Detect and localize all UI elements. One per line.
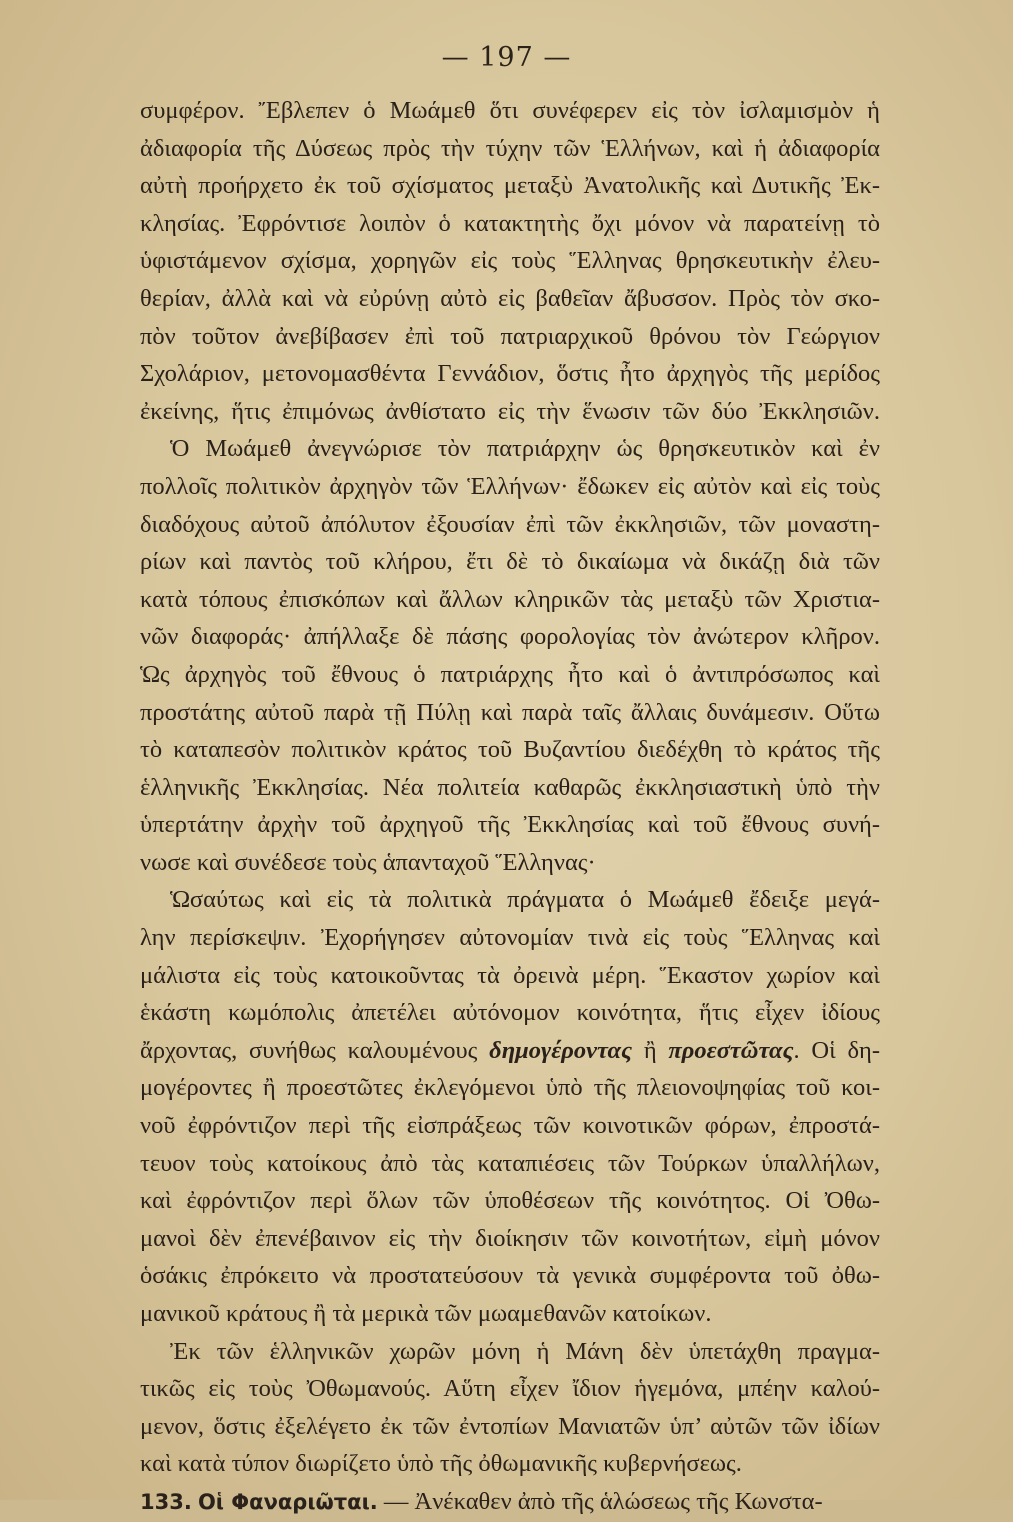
text-fragment: . Οἱ δη- [793, 1036, 881, 1064]
text-line: πὸν τοῦτον ἀνεβίβασεν ἐπὶ τοῦ πατριαρχικοῦ θρόνου τὸν Γεώργιον [140, 322, 880, 350]
text-line: ὁσάκις ἐπρόκειτο νὰ προστατεύσουν τὰ γενικὰ συμφέροντα τοῦ ὀθω- [140, 1262, 880, 1290]
text-line: ἑλληνικῆς Ἐκκλησίας. Νέα πολιτεία καθαρῶς ἐκκλησιαστικὴ ὑπὸ τὴν [140, 773, 880, 801]
text-line: λην περίσκεψιν. Ἐχορήγησεν αὐτονομίαν τινὰ εἰς τοὺς Ἕλληνας καὶ [140, 924, 880, 952]
text-line: ἀδιαφορία τῆς Δύσεως πρὸς τὴν τύχην τῶν Ἑλλήνων, καὶ ἡ ἀδιαφορία [140, 134, 880, 162]
text-line: ἐκείνης, ἥτις ἐπιμόνως ἀνθίστατο εἰς τὴν ἕνωσιν τῶν δύο Ἐκκλησιῶν. [140, 397, 880, 425]
text-line: Σχολάριον, μετονομασθέντα Γεννάδιον, ὅστις ἦτο ἀρχηγὸς τῆς μερίδος [140, 360, 880, 388]
text-line: θερίαν, ἀλλὰ καὶ νὰ εὐρύνῃ αὐτὸ εἰς βαθεῖαν ἄβυσσον. Πρὸς τὸν σκο- [140, 284, 880, 312]
text-fragment: ἄρχοντας, συνήθως καλουμένους [140, 1036, 490, 1064]
text-line: κλησίας. Ἐφρόντισε λοιπὸν ὁ κατακτητὴς ὄχι μόνον νὰ παρατείνῃ τὸ [140, 209, 880, 237]
text-line: πολλοῖς πολιτικὸν ἀρχηγὸν τῶν Ἑλλήνων· ἔδωκεν εἰς αὐτὸν καὶ εἰς τοὺς [140, 472, 880, 500]
text-line: τευον τοὺς κατοίκους ἀπὸ τὰς καταπιέσεις τῶν Τούρκων ὑπαλλήλων, [140, 1149, 880, 1177]
text-line: μογέροντες ἢ προεστῶτες ἐκλεγόμενοι ὑπὸ τῆς πλειονοψηφίας τοῦ κοι- [140, 1074, 880, 1102]
text-line: Ἐκ τῶν ἑλληνικῶν χωρῶν μόνη ἡ Μάνη δὲν ὑπετάχθη πραγμα- [170, 1337, 880, 1365]
text-line: ὑφιστάμενον σχίσμα, χορηγῶν εἰς τοὺς Ἕλληνας θρησκευτικὴν ἐλευ- [140, 247, 880, 275]
text-line: νωσε καὶ συνέδεσε τοὺς ἁπανταχοῦ Ἕλληνας· [140, 848, 596, 876]
text-line: καὶ κατὰ τύπον διωρίζετο ὑπὸ τῆς ὀθωμανικῆς κυβερνήσεως. [140, 1450, 742, 1478]
text-line: Ὡσαύτως καὶ εἰς τὰ πολιτικὰ πράγματα ὁ Μωάμεθ ἔδειξε μεγά- [170, 886, 880, 914]
section-heading [140, 1483, 880, 1521]
section-text: — Ἀνέκαθεν ἀπὸ τῆς ἁλώσεως τῆς Κωνστα- [377, 1487, 823, 1515]
text-line: κατὰ τόπους ἐπισκόπων καὶ ἄλλων κληρικῶν τὰς μεταξὺ τῶν Χριστια- [140, 585, 880, 613]
section-title: Οἱ Φαναριῶται. [197, 1489, 378, 1514]
text-line: Ὁ Μωάμεθ ἀνεγνώρισε τὸν πατριάρχην ὡς θρησκευτικὸν καὶ ἐν [170, 435, 880, 463]
text-line: ἑκάστη κωμόπολις ἀπετέλει αὐτόνομον κοινότητα, ἥτις εἶχεν ἰδίους [140, 999, 880, 1027]
text-line: αὐτὴ προήρχετο ἐκ τοῦ σχίσματος μεταξὺ Ἀνατολικῆς καὶ Δυτικῆς Ἐκ- [140, 172, 880, 200]
text-line: συμφέρον. Ἔβλεπεν ὁ Μωάμεθ ὅτι συνέφερεν εἰς τὸν ἰσλαμισμὸν ἡ [140, 97, 880, 124]
text-line: ὑπερτάτην ἀρχὴν τοῦ ἀρχηγοῦ τῆς Ἐκκλησίας καὶ τοῦ ἔθνους συνή- [140, 811, 880, 839]
text-line: μενον, ὅστις ἐξελέγετο ἐκ τῶν ἐντοπίων Μανιατῶν ὑπ’ αὐτῶν τῶν ἰδίων [140, 1412, 880, 1440]
body-text [140, 92, 880, 1521]
term-proestotes: προεστῶτας [668, 1036, 794, 1064]
section-number: 133. [140, 1489, 192, 1514]
text-line: ρίων καὶ παντὸς τοῦ κλήρου, ἔτι δὲ τὸ δικαίωμα νὰ δικάζῃ διὰ τῶν [140, 548, 880, 576]
text-line: καὶ ἐφρόντιζον περὶ ὅλων τῶν ὑποθέσεων τῆς κοινότητος. Οἱ Ὀθω- [140, 1187, 880, 1215]
text-line: προστάτης αὐτοῦ παρὰ τῇ Πύλῃ καὶ παρὰ ταῖς ἄλλαις δυνάμεσιν. Οὕτω [140, 698, 880, 726]
text-line: νοῦ ἐφρόντιζον περὶ τῆς εἰσπράξεως τῶν κοινοτικῶν φόρων, ἐπροστά- [140, 1112, 880, 1140]
text-line: μανοὶ δὲν ἐπενέβαινον εἰς τὴν διοίκησιν τῶν κοινοτήτων, εἰμὴ μόνον [140, 1224, 880, 1252]
text-line: μανικοῦ κράτους ἢ τὰ μερικὰ τῶν μωαμεθανῶν κατοίκων. [140, 1300, 712, 1327]
text-line: τὸ καταπεσὸν πολιτικὸν κράτος τοῦ Βυζαντίου διεδέχθη τὸ κράτος τῆς [140, 736, 880, 764]
page-number: — 197 — [441, 42, 572, 73]
text-fragment: ἢ [632, 1036, 669, 1064]
text-line: νῶν διαφοράς· ἀπήλλαξε δὲ πάσης φορολογίας τὸν ἀνώτερον κλῆρον. [140, 623, 880, 651]
text-line: τικῶς εἰς τοὺς Ὀθωμανούς. Αὕτη εἶχεν ἴδιον ἡγεμόνα, μπέην καλού- [140, 1375, 880, 1403]
text-line-with-terms [140, 1032, 880, 1070]
text-line: Ὡς ἀρχηγὸς τοῦ ἔθνους ὁ πατριάρχης ἦτο καὶ ὁ ἀντιπρόσωπος καὶ [140, 660, 880, 688]
text-line: μάλιστα εἰς τοὺς κατοικοῦντας τὰ ὀρεινὰ μέρη. Ἕκαστον χωρίον καὶ [140, 961, 880, 989]
term-demogerontes: δημογέροντας [489, 1036, 633, 1064]
text-line: διαδόχους αὐτοῦ ἀπόλυτον ἐξουσίαν ἐπὶ τῶν ἐκκλησιῶν, τῶν μοναστη- [140, 510, 880, 538]
